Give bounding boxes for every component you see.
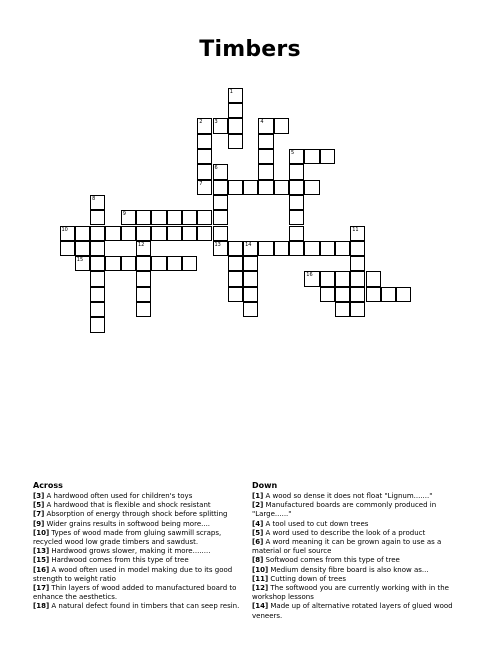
grid-cell[interactable]: [350, 226, 365, 241]
grid-cell[interactable]: [304, 241, 319, 256]
clue-number: 10: [61, 226, 68, 233]
grid-cell[interactable]: [197, 164, 212, 179]
clue-number-label: [9]: [33, 519, 45, 528]
grid-cell[interactable]: [90, 302, 105, 317]
clue-number: 15: [76, 257, 84, 264]
grid-cell[interactable]: [136, 210, 151, 225]
grid-cell[interactable]: [75, 226, 90, 241]
grid-cell[interactable]: [228, 241, 243, 256]
grid-cell[interactable]: [258, 180, 273, 195]
across-clue: [33, 492, 249, 501]
clue-text: Manufactured boards are commonly produced in "Large......": [252, 501, 437, 519]
grid-cell[interactable]: [366, 287, 381, 302]
down-clue: [252, 575, 470, 584]
down-clue: [252, 529, 470, 538]
grid-cell[interactable]: [258, 118, 273, 133]
clue-number-label: [1]: [252, 492, 264, 500]
grid-cell[interactable]: [243, 302, 258, 317]
grid-cell[interactable]: [90, 317, 105, 332]
grid-cell[interactable]: [289, 164, 304, 179]
clue-number: 13: [214, 241, 221, 248]
clue-number-label: [4]: [252, 519, 264, 528]
grid-cell[interactable]: [258, 241, 273, 256]
clue-number-label: [2]: [252, 501, 264, 510]
clue-number-label: [18]: [33, 602, 50, 611]
grid-cell[interactable]: [274, 118, 289, 133]
grid-cell[interactable]: [197, 180, 212, 195]
clue-number: 3: [214, 119, 218, 126]
clue-number: 7: [199, 180, 203, 187]
grid-cell[interactable]: [274, 241, 289, 256]
grid-cell[interactable]: [197, 149, 212, 164]
across-heading: Across: [33, 481, 63, 490]
clue-number: 11: [352, 226, 359, 233]
grid-cell[interactable]: [320, 287, 335, 302]
grid-cell[interactable]: [167, 226, 182, 241]
clue-number: 12: [138, 241, 145, 248]
clue-number-label: [10]: [252, 565, 269, 574]
clue-number: 2: [199, 119, 203, 126]
grid-cell[interactable]: [304, 180, 319, 195]
clue-text: Medium density fibre board is also know as...: [268, 565, 429, 574]
grid-cell[interactable]: [350, 287, 365, 302]
across-clue: [33, 547, 249, 556]
grid-cell[interactable]: [243, 271, 258, 286]
clue-text: A wood so dense it does not float "Lignum.......": [263, 492, 433, 500]
grid-cell[interactable]: [350, 271, 365, 286]
grid-cell[interactable]: [213, 210, 228, 225]
down-heading: Down: [252, 481, 278, 490]
grid-cell[interactable]: [366, 271, 381, 286]
grid-cell[interactable]: [274, 180, 289, 195]
grid-cell[interactable]: [320, 271, 335, 286]
clue-number: 8: [92, 195, 96, 202]
across-clue: [33, 584, 249, 602]
grid-cell[interactable]: [213, 195, 228, 210]
grid-cell[interactable]: [228, 134, 243, 149]
clue-number-label: [15]: [33, 556, 50, 565]
clue-number: 9: [122, 211, 126, 218]
grid-cell[interactable]: [136, 256, 151, 271]
grid-cell[interactable]: [167, 256, 182, 271]
clue-text: Hardwood comes from this type of tree: [49, 556, 189, 565]
clue-number-label: [11]: [252, 574, 269, 583]
grid-cell[interactable]: [136, 302, 151, 317]
grid-cell[interactable]: [289, 149, 304, 164]
clue-number: 6: [214, 165, 218, 172]
grid-cell[interactable]: [151, 226, 166, 241]
grid-cell[interactable]: [121, 256, 136, 271]
grid-cell[interactable]: [90, 287, 105, 302]
clue-number: 1: [229, 88, 233, 95]
grid-cell[interactable]: [289, 226, 304, 241]
grid-cell[interactable]: [243, 287, 258, 302]
clue-number-label: [13]: [33, 547, 50, 556]
grid-cell[interactable]: [121, 210, 136, 225]
across-clue: [33, 501, 249, 510]
grid-cell[interactable]: [381, 287, 396, 302]
grid-cell[interactable]: [151, 256, 166, 271]
clue-number-label: [12]: [252, 584, 269, 593]
across-clue: [33, 556, 249, 565]
grid-cell[interactable]: [243, 256, 258, 271]
across-clue-list: [33, 492, 249, 612]
across-clue: [33, 566, 249, 584]
clue-text: Made up of alternative rotated layers of glued wood veneers.: [252, 602, 453, 620]
grid-cell[interactable]: [350, 241, 365, 256]
grid-cell[interactable]: [90, 226, 105, 241]
grid-cell[interactable]: [228, 256, 243, 271]
grid-cell[interactable]: [90, 271, 105, 286]
down-clue: [252, 520, 470, 529]
grid-cell[interactable]: [258, 134, 273, 149]
across-clue: [33, 602, 249, 611]
clue-number-label: [7]: [33, 510, 45, 519]
grid-cell[interactable]: [289, 195, 304, 210]
grid-cell[interactable]: [197, 210, 212, 225]
grid-cell[interactable]: [75, 256, 90, 271]
grid-cell[interactable]: [243, 180, 258, 195]
grid-cell[interactable]: [182, 210, 197, 225]
clue-number-label: [8]: [252, 556, 264, 565]
grid-cell[interactable]: [213, 180, 228, 195]
grid-cell[interactable]: [258, 164, 273, 179]
grid-cell[interactable]: [136, 241, 151, 256]
grid-cell[interactable]: [136, 226, 151, 241]
grid-cell[interactable]: [213, 226, 228, 241]
clue-number: 5: [291, 150, 295, 156]
grid-cell[interactable]: [304, 149, 319, 164]
clue-number-label: [16]: [33, 565, 50, 574]
clue-text: A hardwood often used for children's toys: [44, 492, 193, 500]
grid-cell[interactable]: [90, 241, 105, 256]
down-clue: [252, 566, 470, 575]
grid-cell[interactable]: [228, 271, 243, 286]
across-clue: [33, 510, 249, 519]
grid-cell[interactable]: [335, 241, 350, 256]
grid-cell[interactable]: [289, 180, 304, 195]
grid-cell[interactable]: [151, 210, 166, 225]
clue-text: A hardwood that is flexible and shock resistant: [44, 501, 211, 510]
down-clue: [252, 556, 470, 565]
grid-cell[interactable]: [121, 226, 136, 241]
grid-cell[interactable]: [304, 271, 319, 286]
grid-cell[interactable]: [167, 210, 182, 225]
down-clue: [252, 492, 470, 501]
grid-cell[interactable]: [182, 256, 197, 271]
clue-text: Hardwood grows slower, making it more........: [49, 547, 211, 556]
clue-number-label: [6]: [252, 538, 264, 547]
clue-number: 4: [260, 119, 264, 126]
clue-text: Absorption of energy through shock before splitting: [44, 510, 228, 519]
grid-cell[interactable]: [350, 302, 365, 317]
grid-cell[interactable]: [228, 88, 243, 103]
grid-cell[interactable]: [289, 210, 304, 225]
grid-cell[interactable]: [228, 287, 243, 302]
across-clue: [33, 520, 249, 529]
down-clue-list: [252, 492, 470, 621]
grid-cell[interactable]: [228, 180, 243, 195]
grid-cell[interactable]: [289, 241, 304, 256]
grid-cell[interactable]: [335, 271, 350, 286]
clue-number-label: [10]: [33, 528, 50, 537]
clue-text: A word used to describe the look of a product: [263, 528, 426, 537]
grid-cell[interactable]: [213, 164, 228, 179]
grid-cell[interactable]: [213, 241, 228, 256]
grid-cell[interactable]: [105, 256, 120, 271]
clue-text: A word meaning it can be grown again to use as a material or fuel source: [252, 538, 442, 556]
grid-cell[interactable]: [60, 241, 75, 256]
clue-number-label: [14]: [252, 602, 269, 611]
grid-cell[interactable]: [243, 241, 258, 256]
clue-text: The softwood you are currently working with in the workshop lessons: [252, 584, 449, 602]
grid-cell[interactable]: [258, 149, 273, 164]
clue-number-label: [5]: [252, 528, 264, 537]
grid-cell[interactable]: [90, 195, 105, 210]
grid-cell[interactable]: [90, 256, 105, 271]
puzzle-title: Timbers: [199, 37, 301, 62]
grid-cell[interactable]: [105, 226, 120, 241]
clue-text: A wood often used in model making due to its good strength to weight ratio: [33, 565, 233, 583]
grid-cell[interactable]: [320, 241, 335, 256]
clue-text: Softwood comes from this type of tree: [263, 556, 400, 565]
clue-text: Types of wood made from gluing sawmill scraps, recycled wood low grade timbers and sawdust.: [33, 528, 222, 547]
grid-cell[interactable]: [197, 118, 212, 133]
grid-cell[interactable]: [75, 241, 90, 256]
grid-cell[interactable]: [136, 287, 151, 302]
clue-number: 14: [245, 241, 252, 248]
grid-cell[interactable]: [350, 256, 365, 271]
grid-cell[interactable]: [335, 287, 350, 302]
down-clue: [252, 584, 470, 602]
grid-cell[interactable]: [90, 210, 105, 225]
grid-cell[interactable]: [197, 134, 212, 149]
clue-text: Thin layers of wood added to manufactured board to enhance the aesthetics.: [33, 584, 237, 602]
clue-text: A natural defect found in timbers that can seep resin.: [49, 602, 240, 611]
clue-text: A tool used to cut down trees: [263, 519, 369, 528]
grid-cell[interactable]: [197, 226, 212, 241]
grid-cell[interactable]: [396, 287, 411, 302]
clue-text: Cutting down of trees: [268, 574, 347, 583]
grid-cell[interactable]: [60, 226, 75, 241]
across-clue: [33, 529, 249, 547]
grid-cell[interactable]: [182, 226, 197, 241]
grid-cell[interactable]: [228, 103, 243, 118]
grid-cell[interactable]: [228, 118, 243, 133]
clue-text: Wider grains results in softwood being more....: [44, 519, 211, 528]
down-clue: [252, 501, 470, 519]
clue-number-label: [5]: [33, 501, 45, 510]
clue-number-label: [17]: [33, 584, 50, 593]
clue-number-label: [3]: [33, 492, 45, 500]
down-clue: [252, 602, 470, 620]
grid-cell[interactable]: [335, 302, 350, 317]
down-clue: [252, 538, 470, 556]
grid-cell[interactable]: [136, 271, 151, 286]
grid-cell[interactable]: [320, 149, 335, 164]
grid-cell[interactable]: [213, 118, 228, 133]
clue-number: 16: [306, 272, 313, 279]
